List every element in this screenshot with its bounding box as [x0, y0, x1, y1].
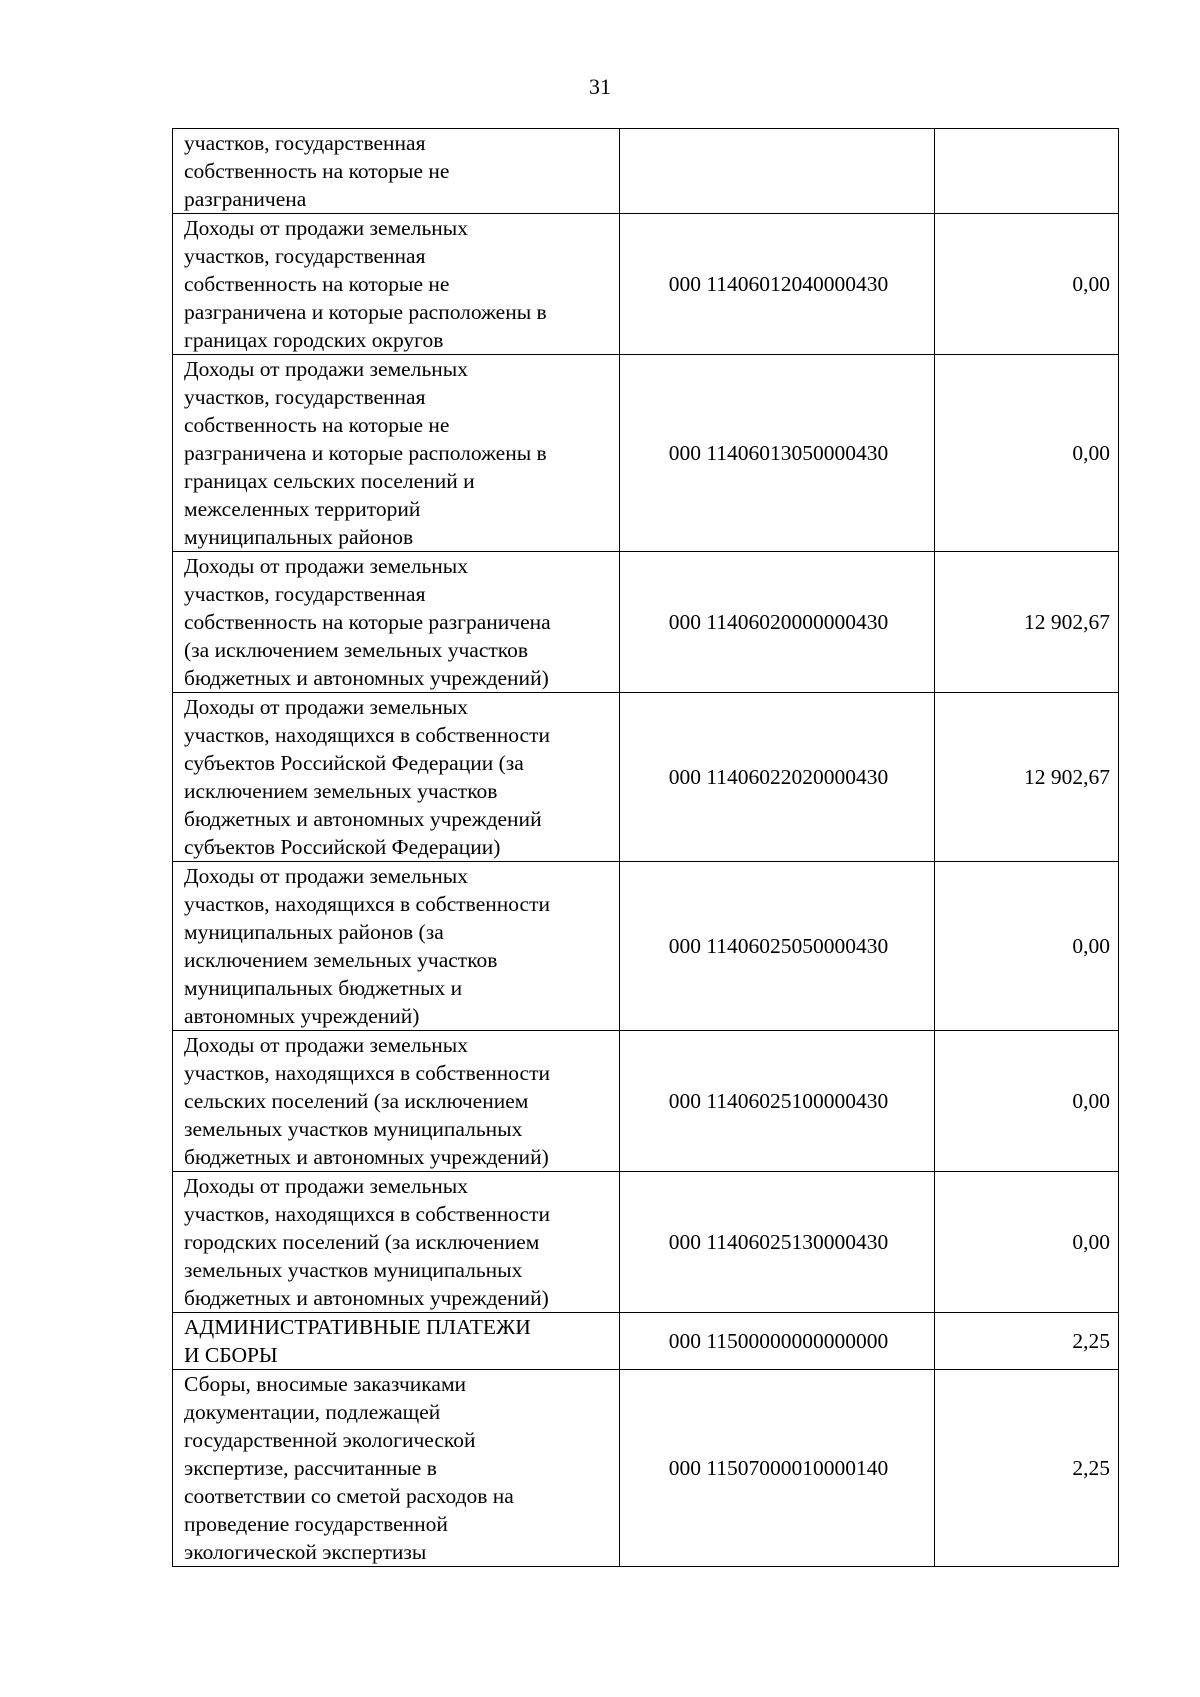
- table-row: [173, 1370, 1119, 1567]
- table-row: [173, 693, 1119, 862]
- budget-code-cell: 000 11406025130000430: [620, 1172, 935, 1313]
- income-name-cell: Доходы от продажи земельных участков, находящихся в собственности муниципальных районов (за исключением земельных участков муниципальных бюджетных и автономных учреждений): [173, 862, 620, 1031]
- income-name-cell: Доходы от продажи земельных участков, находящихся в собственности субъектов Российской Федерации (за исключением земельных участков бюджетных и автономных учреждений субъектов Российской Федерации): [173, 693, 620, 862]
- budget-code-cell: 000 11406025050000430: [620, 862, 935, 1031]
- income-name-cell: Доходы от продажи земельных участков, государственная собственность на которые не разграничена и которые расположены в границах сельских поселений и межселенных территорий муниципальных районов: [173, 355, 620, 552]
- income-name-cell: Доходы от продажи земельных участков, находящихся в собственности сельских поселений (за исключением земельных участков муниципальных бюджетных и автономных учреждений): [173, 1031, 620, 1172]
- table-row: [173, 552, 1119, 693]
- income-name-cell: Сборы, вносимые заказчиками документации, подлежащей государственной экологической экспертизе, рассчитанные в соответствии со сметой расходов на проведение государственной экологической экспертизы: [173, 1370, 620, 1567]
- income-name-cell: Доходы от продажи земельных участков, государственная собственность на которые не разграничена и которые расположены в границах городских округов: [173, 214, 620, 355]
- table-row: [173, 129, 1119, 214]
- budget-code-cell: [620, 129, 935, 214]
- amount-cell: 2,25: [935, 1313, 1119, 1370]
- budget-code-cell: 000 11500000000000000: [620, 1313, 935, 1370]
- budget-code-cell: 000 11507000010000140: [620, 1370, 935, 1567]
- table-row: [173, 1172, 1119, 1313]
- budget-code-cell: 000 11406013050000430: [620, 355, 935, 552]
- table-row: [173, 1313, 1119, 1370]
- amount-cell: 0,00: [935, 1172, 1119, 1313]
- amount-cell: 0,00: [935, 214, 1119, 355]
- amount-cell: 12 902,67: [935, 552, 1119, 693]
- budget-code-cell: 000 11406012040000430: [620, 214, 935, 355]
- table-row: [173, 355, 1119, 552]
- income-name-cell: АДМИНИСТРАТИВНЫЕ ПЛАТЕЖИ И СБОРЫ: [173, 1313, 620, 1370]
- amount-cell: 0,00: [935, 862, 1119, 1031]
- amount-cell: 2,25: [935, 1370, 1119, 1567]
- budget-code-cell: 000 11406022020000430: [620, 693, 935, 862]
- table-row: [173, 214, 1119, 355]
- budget-code-cell: 000 11406020000000430: [620, 552, 935, 693]
- income-table: [172, 128, 1119, 1567]
- page-number: 31: [589, 74, 611, 99]
- income-name-cell: Доходы от продажи земельных участков, находящихся в собственности городских поселений (за исключением земельных участков муниципальных бюджетных и автономных учреждений): [173, 1172, 620, 1313]
- table-row: [173, 1031, 1119, 1172]
- budget-code-cell: 000 11406025100000430: [620, 1031, 935, 1172]
- income-name-cell: Доходы от продажи земельных участков, государственная собственность на которые разграничена (за исключением земельных участков бюджетных и автономных учреждений): [173, 552, 620, 693]
- amount-cell: 0,00: [935, 1031, 1119, 1172]
- amount-cell: [935, 129, 1119, 214]
- table-row: [173, 862, 1119, 1031]
- income-name-cell: участков, государственная собственность на которые не разграничена: [173, 129, 620, 214]
- amount-cell: 0,00: [935, 355, 1119, 552]
- amount-cell: 12 902,67: [935, 693, 1119, 862]
